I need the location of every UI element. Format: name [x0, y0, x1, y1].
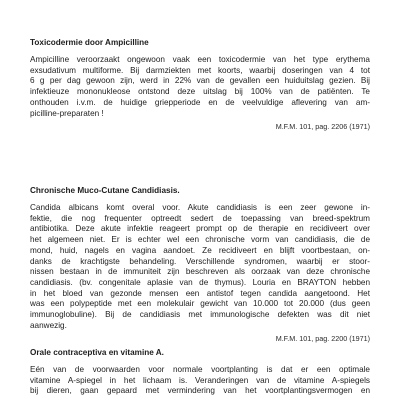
- text-line: onthouden i.v.m. de huidige griepperiode en de veelvuldige aflevering van am-: [30, 97, 370, 107]
- text-line: picilline-preparaten !: [30, 108, 104, 118]
- article-title: Chronische Muco-Cutane Candidiasis.: [30, 186, 180, 195]
- text-line: aanwezig.: [30, 320, 67, 330]
- text-line: mond, huid, nagels en vagina aandoet. Ze recidiveert en blijft voortbestaan, on-: [30, 245, 370, 255]
- text-line: Eén van de voorwaarden voor normale voortplanting is dat er een optimale: [30, 365, 370, 374]
- text-line: bij dieren, gaan gepaard met vermindering van het voortplantingsvermogen en: [30, 386, 370, 396]
- text-line: infektieuze mononukleose ontstond deze uitslag bij 100% van de patiënten. Te: [30, 87, 370, 97]
- text-line: 6 g per dag gewoon zijn, werd in 22% van de gevallen een huiduitslag gezien. Bij: [30, 76, 370, 86]
- text-line: Candida albicans komt overal voor. Akute candidiasis is een zeer gewone in-: [30, 203, 370, 212]
- article-title: Toxicodermie door Ampicilline: [30, 38, 149, 47]
- text-line: nissen bestaan in de immuniteit zijn beschreven als oorzaak van deze chronische: [30, 267, 370, 277]
- text-line: fektie, die nog frequenter optreedt sedert de toepassing van breed-spektrum: [30, 213, 370, 223]
- article-candidiasis: [30, 186, 370, 344]
- text-line: vitamine A-spiegel in het lichaam is. Veranderingen van de vitamine A-spiegels: [30, 375, 370, 385]
- text-line: exsudativum multiforme. Bij darmziekten met koorts, waarbij doseringen van 4 tot: [30, 65, 370, 75]
- text-line: candidiasis. (bv. congenitale aplasie van de thymus). Louria en BRAYTON hebben: [30, 277, 370, 287]
- article-body: [30, 203, 370, 331]
- text-line: danks de krachtigste behandeling. Verschillende syndromen, waarbij er stoor-: [30, 256, 370, 266]
- text-line: antibiotika. Deze akute infektie reageert prompt op de therapie en recidiveert over: [30, 224, 370, 234]
- text-line: immunoglobuline). Bij de candidiasis met immunologische defekten was dit niet: [30, 310, 370, 320]
- text-line: het algemeen niet. Er is echter wel een chronische vorm van candidiasis, die de: [30, 235, 370, 245]
- text-line: Ampicilline veroorzaakt ongewoon vaak een toxicodermie van het type erythema: [30, 55, 370, 64]
- text-line: was een polypeptide met een molekulair gewicht van 10.000 tot 20.000 (dus geen: [30, 299, 370, 309]
- article-body: [30, 55, 370, 119]
- article-title: Orale contraceptiva en vitamine A.: [30, 348, 164, 357]
- article-contraceptiva: [30, 348, 370, 397]
- article-source: M.F.M. 101, pag. 2200 (1971): [275, 334, 370, 344]
- article-body: [30, 365, 370, 397]
- article-source: M.F.M. 101, pag. 2206 (1971): [275, 122, 370, 132]
- article-toxicodermie: [30, 38, 370, 132]
- text-line: in het bloed van gezonde mensen een antistof tegen candida aangetoond. Het: [30, 288, 370, 298]
